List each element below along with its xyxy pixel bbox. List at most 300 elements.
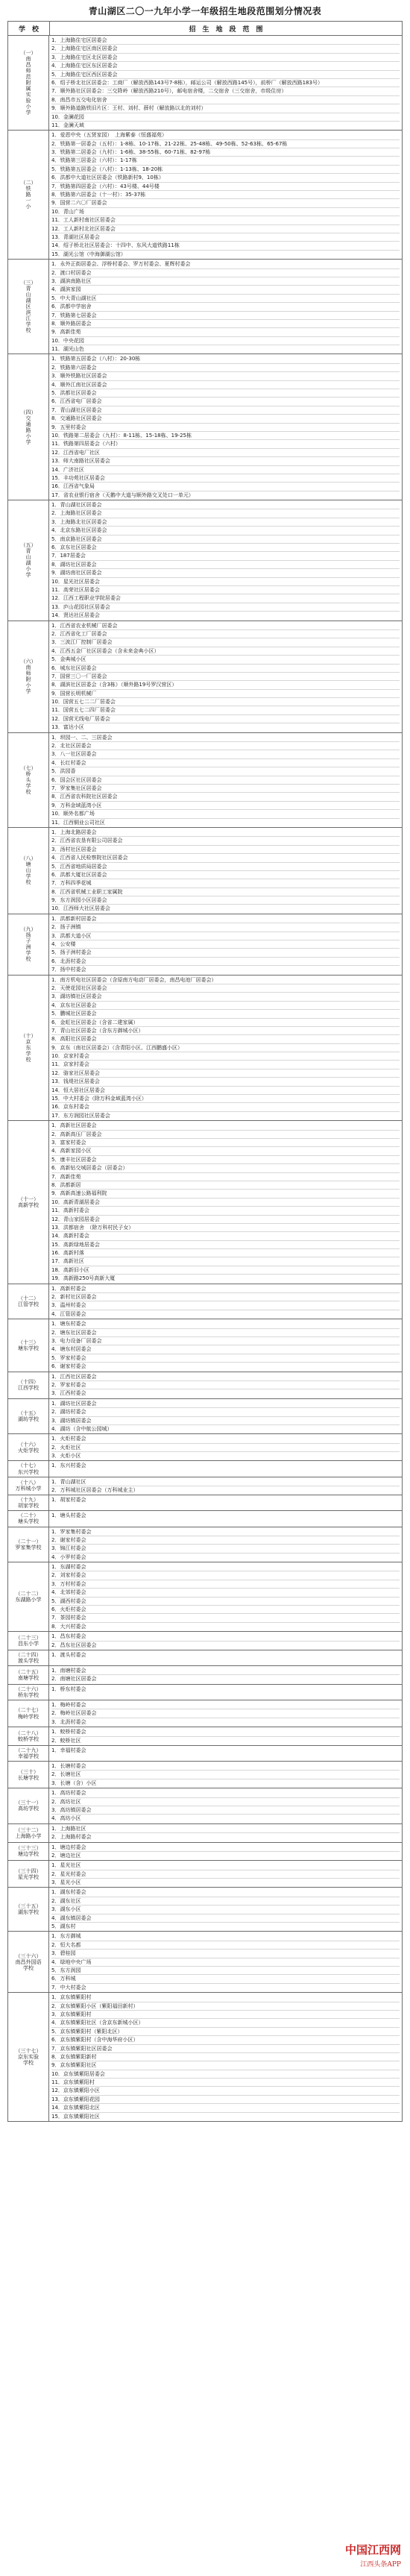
enrollment-area-list: [49, 976, 402, 1121]
enrollment-area-item: 9．京东镇紫阳社区: [51, 2061, 400, 2070]
enrollment-area-item: 4．湖东镇居委会: [51, 1914, 400, 1923]
enrollment-area-item: 5．扬子洲村委会: [51, 949, 400, 957]
enrollment-area-item: 16．江西省气象局: [51, 483, 400, 491]
enrollment-area-item: 13．钱堤社区居委会: [51, 1078, 400, 1086]
enrollment-area-list: [49, 1284, 402, 1319]
enrollment-area-item: 9．东方润园小区居委会: [51, 896, 400, 905]
school-name: （三十四） 星光学校: [8, 1861, 49, 1887]
enrollment-area-item: 1．高新社区居委会: [51, 1122, 400, 1130]
table-row: [8, 354, 402, 500]
enrollment-area-item: 2．长塘社区: [51, 1771, 400, 1779]
enrollment-area-item: 2．北社区居委会: [51, 742, 400, 750]
enrollment-area-item: 1．东湖村委会: [51, 1563, 400, 1571]
enrollment-area-item: 3．万村村委会: [51, 1580, 400, 1589]
enrollment-area-item: 9．顺外路道路铁旧片区：王村、刘村、薛村（解放路以北的刘村）: [51, 104, 400, 113]
enrollment-area-item: 12．江西工程职业学院居委会: [51, 594, 400, 603]
enrollment-area-item: 3．湖东小区: [51, 1906, 400, 1914]
enrollment-area-list: [49, 1666, 402, 1684]
enrollment-area-item: 2．罗家村委会: [51, 1381, 400, 1389]
table-row: [8, 1434, 402, 1461]
enrollment-area-item: 3．高坊镇居委会: [51, 1806, 400, 1815]
enrollment-area-item: 1．塘东村委会: [51, 1320, 400, 1328]
enrollment-area-item: 13．师大南路社区居委会: [51, 457, 400, 465]
table-row: [8, 1372, 402, 1399]
enrollment-area-item: 4．北郊村委会: [51, 1589, 400, 1597]
enrollment-area-list: [49, 1495, 402, 1510]
enrollment-area-item: 3．湖坊镇居委会: [51, 1417, 400, 1425]
school-name: （十） 京 东 学 校: [8, 976, 49, 1121]
enrollment-area-list: [49, 1888, 402, 1931]
enrollment-area-item: 10．国营五七二二厂居委会: [51, 698, 400, 706]
enrollment-area-item: 2．恒大名都: [51, 1941, 400, 1950]
enrollment-area-item: 3．电力设备厂居委会: [51, 1337, 400, 1345]
enrollment-area-item: 4．江管居委会: [51, 1310, 86, 1317]
enrollment-area-item: 8．交通路社区居委会: [51, 415, 400, 423]
enrollment-area-item: 5．洪园香: [51, 767, 400, 776]
school-column-header: 学 校: [8, 22, 50, 35]
table-row: [8, 1319, 402, 1372]
enrollment-area-item: 5．中大青山湖社区: [51, 295, 400, 303]
table-row: [8, 1650, 402, 1666]
enrollment-area-item: 11．江西铜业公司社区: [51, 819, 105, 826]
enrollment-area-list: [49, 1527, 402, 1562]
enrollment-area-item: 3．铁路第二居委会（九村）：1-6栋、38-55栋、60-71栋、82-97栋: [51, 148, 400, 157]
enrollment-area-item: 9．湖坊南社区居委会: [51, 569, 400, 577]
enrollment-area-item: 5．东方润园: [51, 1967, 400, 1975]
enrollment-area-item: 18．高新旧小区: [51, 1266, 400, 1275]
enrollment-area-item: 1．长塘村委会: [51, 1762, 400, 1771]
enrollment-area-list: [49, 1932, 402, 1992]
enrollment-area-item: 8．湖滨社区居委会（含3栋）（顺外路19号罗汉营区）: [51, 681, 400, 689]
enrollment-area-item: 1．京东镇紫阳村: [51, 1994, 400, 2002]
enrollment-area-item: 2．塘东社区居委会: [51, 1329, 400, 1337]
enrollment-area-list: [49, 1762, 402, 1788]
enrollment-area-item: 2．万科城社区居委会（万科城业主）: [51, 1486, 139, 1493]
table-row: [8, 1666, 402, 1685]
enrollment-area-list: [49, 1788, 402, 1823]
enrollment-area-item: 1．东方御城: [51, 1932, 400, 1941]
table-row: [8, 1495, 402, 1511]
enrollment-area-item: 2．上海路村委会: [51, 1834, 92, 1841]
enrollment-area-item: 2．昌东社区居委会: [51, 1642, 97, 1648]
enrollment-area-item: 1．梅岭村委会: [51, 1701, 400, 1709]
enrollment-area-list: [49, 1319, 402, 1371]
enrollment-area-item: 5．京东镇紫阳村（紫阳北区）: [51, 2028, 400, 2036]
enrollment-area-item: 3．汤村社区居委会: [51, 846, 400, 854]
enrollment-area-item: 19．高新路250号高新大厦: [51, 1275, 116, 1282]
enrollment-area-item: 9．京东（南社区居委会）（含青阳小区、江西鹏盛小区）: [51, 1044, 400, 1052]
enrollment-area-item: 14．恒大居社区居委会: [51, 1087, 400, 1095]
enrollment-area-item: 4．高新家园小区: [51, 1147, 400, 1155]
enrollment-area-item: 7．罗家集社区居委会: [51, 785, 400, 793]
enrollment-area-item: 8．大兴村委会: [51, 1623, 86, 1630]
enrollment-area-item: 7．高新佳苑: [51, 1173, 400, 1181]
table-row: [8, 1527, 402, 1563]
school-name: （八） 塘 山 学 校: [8, 828, 49, 914]
school-name: （二） 铁 路 一 小: [8, 131, 49, 259]
table-row: [8, 1888, 402, 1932]
enrollment-area-item: 6．北沥村委会: [51, 958, 400, 966]
enrollment-area-item: 1．高新村委会: [51, 1285, 400, 1293]
enrollment-area-list: [49, 1562, 402, 1631]
enrollment-area-item: 1．上海路社区: [51, 1825, 400, 1833]
enrollment-area-item: 4．顺外江南社区居委会: [51, 381, 400, 389]
enrollment-area-item: 1．江西省农业机械厂居委会: [51, 622, 400, 630]
school-name: （三十六） 南昌外国语 学校: [8, 1932, 49, 1992]
enrollment-area-item: 4．江西五金厂社区居委会（含未来金典小区）: [51, 647, 400, 656]
enrollment-area-item: 6．高新钻交城居委会（居委会）: [51, 1164, 400, 1172]
enrollment-area-item: 1．坝园一、二、三居委会: [51, 734, 400, 742]
enrollment-area-item: 2．高坊社区: [51, 1798, 400, 1806]
enrollment-area-item: 6．国会区社区居委会: [51, 776, 400, 785]
school-name: （二十三） 昌东小学: [8, 1632, 49, 1650]
enrollment-area-item: 1．上海路住宅区居委会: [51, 37, 400, 45]
school-name: （十六） 火炬学校: [8, 1434, 49, 1460]
enrollment-area-item: 10．铁路第二居委会（九村）：8-11栋、15-18栋、19-25栋: [51, 432, 400, 440]
enrollment-area-item: 2．江西省化工厂居委会: [51, 630, 400, 638]
enrollment-area-item: 11．高新村委会: [51, 1207, 400, 1215]
enrollment-area-item: 15．高新绿地居委会: [51, 1241, 400, 1249]
enrollment-area-item: 15．中大村委会（除万科金域蓝湾小区）: [51, 1095, 400, 1103]
enrollment-area-item: 4．北京东路社区居委会: [51, 527, 400, 535]
table-row: [8, 1762, 402, 1788]
enrollment-area-list: [49, 1511, 402, 1526]
school-name: （二十八） 蛟桥学校: [8, 1727, 49, 1745]
enrollment-area-item: 3．火炬小区: [51, 1453, 81, 1460]
school-name: （十七） 东兴学校: [8, 1461, 49, 1476]
enrollment-area-item: 11．金澜天域: [51, 122, 84, 128]
enrollment-area-item: 3．江西村委会: [51, 1390, 86, 1397]
enrollment-area-item: 10．京家村委会: [51, 1052, 400, 1061]
enrollment-area-item: 12．江西省电厂社区: [51, 449, 400, 457]
enrollment-area-item: 4．铁路第三居委会（六村）：1-17栋: [51, 157, 400, 165]
enrollment-area-list: [49, 733, 402, 827]
enrollment-area-item: 1．南塘村委会: [51, 1667, 400, 1675]
enrollment-area-item: 14．绍子桥北社区居委会：十四中、东风大道铁路11栋: [51, 242, 400, 250]
school-name: （十四） 江西学校: [8, 1372, 49, 1398]
enrollment-area-item: 3．上海路住宅区北区居委会: [51, 54, 400, 62]
enrollment-area-list: [49, 36, 402, 130]
enrollment-area-item: 2．上海路住宅区南区居委会: [51, 45, 400, 53]
enrollment-area-item: 2．塘边社区: [51, 1852, 81, 1859]
enrollment-area-item: 1．湖东村委会: [51, 1888, 400, 1897]
enrollment-area-item: 9．国营长明机械厂: [51, 690, 400, 698]
enrollment-area-item: 2．刘家村委会: [51, 1571, 400, 1580]
enrollment-area-item: 3．长塘（含）小区: [51, 1779, 97, 1786]
school-name: （十五） 湖坊学校: [8, 1399, 49, 1434]
enrollment-area-item: 14．广济社区: [51, 466, 400, 474]
enrollment-area-item: 8．洪都新居: [51, 1181, 400, 1190]
enrollment-area-item: 6．火炬村委会: [51, 1606, 400, 1614]
enrollment-area-item: 1．渡头村委会: [51, 1651, 86, 1658]
enrollment-area-item: 2．铁路第六居委会: [51, 364, 400, 372]
school-name: （三十五） 湖东学校: [8, 1888, 49, 1931]
school-name: （三十七） 京东实验 学校: [8, 1993, 49, 2121]
enrollment-area-item: 13．庐山花园社区居委会: [51, 603, 400, 612]
enrollment-area-item: 3．洪都大道小区: [51, 932, 400, 940]
enrollment-area-item: 2．渡口村居委会: [51, 269, 400, 277]
table-row: [8, 1824, 402, 1843]
school-name: （十八） 万科城小学: [8, 1477, 49, 1495]
table-row: [8, 36, 402, 131]
enrollment-area-item: 6．京东社区居委会: [51, 544, 400, 552]
enrollment-area-list: [49, 1685, 402, 1700]
table-row: [8, 260, 402, 354]
enrollment-area-item: 11．工人新村南社区居委会: [51, 216, 400, 224]
enrollment-area-item: 5．康丰社区居委会: [51, 1156, 400, 1164]
enrollment-area-list: [49, 828, 402, 914]
enrollment-area-item: 1．青山湖社区居委会: [51, 501, 400, 509]
enrollment-area-item: 7．扬中村委会: [51, 967, 86, 973]
enrollment-area-item: 1．幸福村委会: [51, 1747, 86, 1753]
enrollment-area-item: 5．江西省地质局居委会: [51, 863, 400, 871]
enrollment-area-list: [49, 1434, 402, 1460]
enrollment-area-item: 2．湖坊村委会: [51, 1408, 400, 1416]
enrollment-area-item: 5．南京路社区居委会: [51, 535, 400, 544]
enrollment-area-item: 2．蛟桥社区: [51, 1737, 81, 1744]
enrollment-area-list: [49, 1632, 402, 1650]
enrollment-area-item: 4．湖滨家园: [51, 286, 400, 294]
school-name: （五） 青 山 湖 小 学: [8, 500, 49, 620]
school-name: （三十三） 塘边学校: [8, 1843, 49, 1861]
enrollment-area-item: 16．高新村落: [51, 1249, 400, 1257]
enrollment-area-item: 2．南塘社区居委会: [51, 1676, 97, 1683]
table-row: [8, 1511, 402, 1527]
enrollment-area-list: [49, 621, 402, 732]
enrollment-area-item: 6．洪都中大道社区居委会（铁路新村9、10栋）: [51, 174, 400, 182]
enrollment-area-item: 5．金典城小区: [51, 656, 400, 664]
enrollment-area-item: 14．京东镇紫阳北区: [51, 2104, 400, 2112]
enrollment-area-item: 7．万科四季花城: [51, 879, 400, 888]
enrollment-area-item: 4．江西省人民检察院社区居委会: [51, 854, 400, 862]
enrollment-area-item: 8．京东镇紫阳新村: [51, 2053, 400, 2061]
enrollment-area-list: [49, 1700, 402, 1727]
enrollment-area-item: 13．洪都宿舍 （除万科村民子女）: [51, 1224, 400, 1232]
table-row: [8, 1477, 402, 1496]
table-row: [8, 1746, 402, 1762]
enrollment-area-item: 8．江西省农科院社区居委会: [51, 793, 400, 801]
enrollment-area-item: 10．江西师大社区居委会: [51, 905, 110, 912]
enrollment-area-list: [49, 260, 402, 354]
enrollment-area-item: 3．八一社区居委会: [51, 750, 400, 758]
enrollment-area-item: 1．东兴村委会: [51, 1463, 86, 1469]
enrollment-area-item: 12．青山家园居委会: [51, 1216, 400, 1224]
school-name: （十九） 胡家学校: [8, 1495, 49, 1510]
enrollment-area-list: [49, 1843, 402, 1861]
enrollment-area-item: 2．扬子洲镇: [51, 923, 400, 932]
enrollment-area-item: 2．高新高压厂居委会: [51, 1131, 400, 1139]
enrollment-area-item: 1．南方机电社区居委会（含原南方电动厂居委会，南昌电池厂居委会）: [51, 976, 400, 984]
table-row: [8, 1121, 402, 1284]
enrollment-area-item: 6．谢家村委会: [51, 1363, 86, 1370]
enrollment-area-item: 1．蛟桥村委会: [51, 1728, 400, 1736]
enrollment-area-item: 12．京东镇紫阳小区: [51, 2087, 400, 2095]
enrollment-area-item: 3．温州村委会: [51, 1301, 400, 1310]
enrollment-area-item: 5．上海路住宅区西区居委会: [51, 71, 400, 79]
enrollment-area-item: 3．富家村委会: [51, 1139, 400, 1147]
watermark-sub-text: 江西头条APP: [360, 2561, 401, 2569]
enrollment-area-item: 6．京东镇紫阳村（含中海华府小区）: [51, 2036, 400, 2044]
enrollment-area-item: 1．桥东村委会: [51, 1686, 86, 1692]
enrollment-area-item: 8．湖坊社区居委会: [51, 561, 400, 569]
enrollment-area-item: 9．高新高速公路福利院: [51, 1190, 400, 1198]
enrollment-area-item: 8．顺外路居委会: [51, 320, 400, 328]
enrollment-area-item: 9．万科金域蓝湾小区: [51, 802, 400, 810]
enrollment-area-item: 1．胡家村委会: [51, 1497, 86, 1504]
school-name: （二十二） 东湖路小学: [8, 1562, 49, 1631]
enrollment-area-item: 7．京东镇紫阳社区居委会: [51, 2045, 400, 2053]
enrollment-area-item: 9．高新佳苑: [51, 328, 400, 336]
enrollment-area-item: 4．高坊小区: [51, 1815, 81, 1822]
watermark-logo-text: 中国江西网: [344, 2543, 401, 2557]
enrollment-area-item: 7．187居委会: [51, 552, 400, 560]
enrollment-area-list: [49, 131, 402, 259]
enrollment-area-item: 8．铁路第六居委会（十一村）：35-37栋: [51, 191, 400, 199]
enrollment-area-list: [49, 1861, 402, 1887]
enrollment-area-item: 4．湖坊（含中航公园城）: [51, 1425, 113, 1432]
enrollment-area-item: 3．京东镇紫阳村: [51, 2011, 400, 2019]
table-row: [8, 131, 402, 260]
school-name: （三十二） 上海路小学: [8, 1824, 49, 1842]
enrollment-area-item: 10．高新青湖居委会: [51, 1199, 400, 1207]
enrollment-area-item: 1．昌东村委会: [51, 1633, 400, 1641]
enrollment-area-item: 3．顺外铁路社区居委会: [51, 372, 400, 380]
enrollment-area-item: 10．青山广场: [51, 208, 400, 216]
school-name: （十二） 江管学校: [8, 1284, 49, 1319]
enrollment-area-item: 11．湖光山色: [51, 346, 84, 353]
enrollment-area-item: 1．星光社区: [51, 1862, 400, 1870]
enrollment-area-item: 14．贤达社区居委会: [51, 612, 100, 619]
enrollment-area-item: 2．铁路第一居委会（五村）：1-8栋、10-17栋、21-22栋、25-48栋、49-50栋、52-63栋、65-67栋: [51, 140, 400, 148]
enrollment-area-item: 4．公安楼: [51, 940, 400, 949]
table-body: [8, 36, 402, 2121]
table-row: [8, 1284, 402, 1320]
table-row: [8, 1461, 402, 1477]
enrollment-area-list: [49, 1650, 402, 1665]
enrollment-area-item: 11．国营五七二四厂居委会: [51, 706, 400, 714]
enrollment-area-item: 10．顺外名都广场: [51, 810, 400, 818]
enrollment-area-item: 2．火炬社区: [51, 1444, 400, 1452]
enrollment-area-item: 16．京东村委会: [51, 1103, 400, 1111]
school-name: （二十七） 梅岭学校: [8, 1700, 49, 1727]
enrollment-area-item: 1．铁路第五居委会（八村）：20-30栋: [51, 355, 400, 363]
table-row: [8, 828, 402, 914]
enrollment-area-list: [49, 500, 402, 620]
enrollment-area-item: 6．洪都中学宿舍: [51, 303, 400, 311]
enrollment-area-item: 9．五里村委会: [51, 424, 400, 432]
school-name: （十三） 塘东学校: [8, 1319, 49, 1371]
enrollment-area-item: 6．江西省电厂居委会: [51, 398, 400, 406]
table-row: [8, 1685, 402, 1700]
enrollment-area-item: 1．火炬村委会: [51, 1435, 400, 1443]
enrollment-area-item: 13．富达小区: [51, 724, 84, 731]
enrollment-area-item: 13．京东镇紫阳花园: [51, 2096, 400, 2104]
school-name: （二十四） 渡头学校: [8, 1650, 49, 1665]
enrollment-area-item: 1．上海北路居委会: [51, 829, 400, 837]
enrollment-area-item: 12．工人新村北社区居委会: [51, 225, 400, 233]
enrollment-area-item: 12．国营无线电厂居委会: [51, 715, 400, 723]
enrollment-area-item: 4．塘东村居委会: [51, 1345, 400, 1354]
enrollment-area-item: 17．省农业银行宿舍（天鹅中大道与顺外路交叉处口一单元）: [51, 491, 194, 498]
enrollment-area-item: 2．江西省农垦有限公司居委会: [51, 837, 400, 845]
enrollment-area-item: 4．长红村委会: [51, 759, 400, 767]
enrollment-area-item: 10．星光社区居委会: [51, 578, 400, 586]
enrollment-area-item: 7．顺外路社区居委会：三交降岭（解放西路210号），邮电宿舍楼，二交宿舍（三交宿舍，市级住房）: [51, 87, 400, 95]
table-row: [8, 621, 402, 733]
enrollment-area-item: 6．绍子桥北社区居委会：工商厂（解放西路143号7-8栋），邮运公司（解放西路145号），前桥厂（解放西路183号）: [51, 79, 400, 87]
enrollment-area-item: 15．丰功苑社区居委会: [51, 474, 400, 483]
enrollment-area-item: 1．洪都新村居委会: [51, 915, 400, 923]
enrollment-area-item: 11．京家村委会: [51, 1061, 400, 1069]
enrollment-area-item: 1．塘头村委会: [51, 1512, 86, 1519]
enrollment-area-item: 3．湖滨南路社区: [51, 277, 400, 286]
enrollment-area-item: 4．小罗村委会: [51, 1554, 86, 1560]
enrollment-area-item: 1．塘边村委会: [51, 1844, 400, 1852]
enrollment-area-item: 2．天使花园社区居委会: [51, 984, 400, 993]
enrollment-area-item: 1．永外正街居委会、浮桥村委会、罗万村委会、夏辉村委会: [51, 260, 400, 268]
enrollment-area-item: 1．江西社区居委会: [51, 1373, 400, 1381]
enrollment-area-list: [49, 1399, 402, 1434]
table-row: [8, 914, 402, 976]
table-row: [8, 1932, 402, 1993]
enrollment-area-item: 14．高新村委会: [51, 1232, 400, 1240]
table-row: [8, 733, 402, 828]
enrollment-area-item: 2．京东镇紫阳小区（紫阳福田新村）: [51, 2002, 400, 2011]
table-row: [8, 1993, 402, 2121]
enrollment-area-item: 11．高荣社区居委会: [51, 586, 400, 594]
table-header: [8, 22, 402, 36]
table-row: [8, 1632, 402, 1650]
enrollment-area-item: 6．万科城: [51, 1975, 400, 1983]
enrollment-area-item: 3．三波江厂控制厂居委会: [51, 638, 400, 647]
school-name: （三十） 长塘学校: [8, 1762, 49, 1788]
table-row: [8, 976, 402, 1122]
enrollment-area-item: 5．鹏城社区居委会: [51, 1010, 400, 1018]
enrollment-area-item: 1．罗家集村委会: [51, 1528, 400, 1536]
enrollment-area-item: 1．湖坊社区居委会: [51, 1400, 400, 1408]
enrollment-area-item: 13．青湖社区居委会: [51, 233, 400, 242]
school-name: （三） 青 山 湖 区 滨 江 学 校: [8, 260, 49, 354]
table-row: [8, 1399, 402, 1435]
enrollment-area-item: 11．铁路第四居委会（六村）: [51, 440, 400, 448]
enrollment-area-item: 7．铁路第四居委会（六村）：43号楼、44号楼: [51, 183, 400, 191]
table-row: [8, 1700, 402, 1727]
school-name: （二十六） 桥东学校: [8, 1685, 49, 1700]
enrollment-area-item: 9．国营二六〇厂居委会: [51, 199, 400, 207]
enrollment-area-list: [49, 354, 402, 500]
enrollment-area-item: 7．国营三〇一厂居委会: [51, 673, 400, 681]
school-name: （一） 南 昌 师 范 附 属 实 验 小 学: [8, 36, 49, 130]
enrollment-area-item: 2．星光村委会: [51, 1870, 400, 1879]
enrollment-table: [7, 21, 403, 2122]
page-title: 青山湖区二〇一九年小学一年级招生地段范围划分情况表: [88, 6, 322, 16]
enrollment-area-item: 6．城东社区居委会: [51, 665, 400, 673]
enrollment-area-list: [49, 1746, 402, 1761]
enrollment-area-item: 6．洪都大厦社区居委会: [51, 871, 400, 879]
enrollment-area-list: [49, 1824, 402, 1842]
enrollment-area-item: 1．爱恩中央（五贤家园） 上海紫泰（恒盛福苑）: [51, 131, 400, 139]
table-row: [8, 1861, 402, 1888]
school-name: （三十一） 高坊学校: [8, 1788, 49, 1823]
enrollment-area-item: 5．洪都社区居委会: [51, 389, 400, 398]
enrollment-area-list: [49, 1372, 402, 1398]
table-row: [8, 500, 402, 621]
enrollment-area-item: 5．罗家村委会: [51, 1354, 400, 1363]
enrollment-area-item: 1．青山湖社区: [51, 1478, 400, 1486]
enrollment-area-list: [49, 1461, 402, 1476]
enrollment-area-item: 11．京东镇紫阳村: [51, 2079, 400, 2087]
enrollment-area-item: 15．湖光公馆（中海御湖公馆）: [51, 251, 126, 257]
